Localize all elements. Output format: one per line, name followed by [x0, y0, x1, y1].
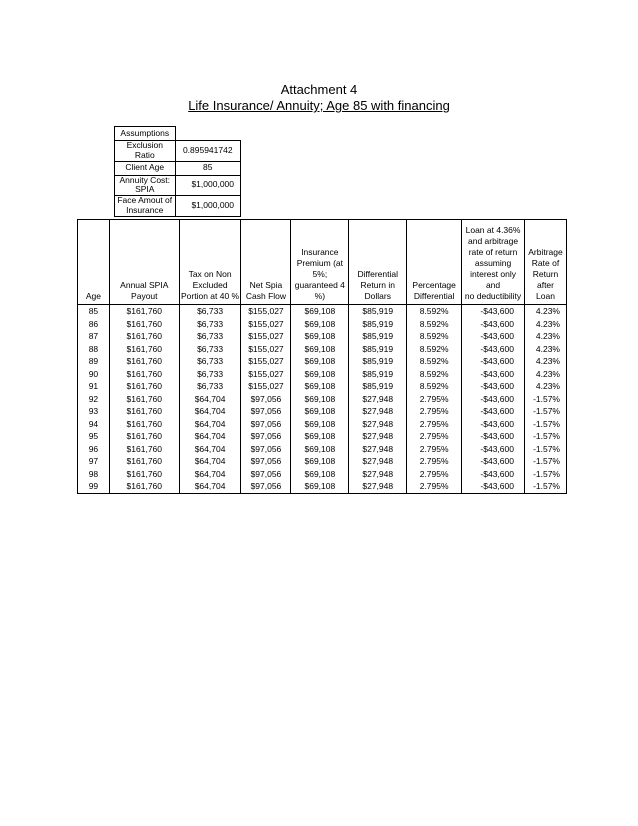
table-row	[78, 393, 567, 406]
table-cell: -$43,600	[462, 443, 525, 456]
table-cell: -$43,600	[462, 418, 525, 431]
table-cell: -1.57%	[524, 418, 566, 431]
table-cell: 88	[78, 343, 110, 356]
table-cell: $85,919	[349, 368, 407, 381]
table-cell: $161,760	[109, 305, 179, 318]
table-cell: 8.592%	[407, 380, 462, 393]
table-cell: $64,704	[179, 443, 241, 456]
table-cell: -$43,600	[462, 368, 525, 381]
table-cell: 8.592%	[407, 305, 462, 318]
table-row	[78, 368, 567, 381]
table-cell: $155,027	[241, 305, 291, 318]
table-cell: -1.57%	[524, 405, 566, 418]
table-cell: $6,733	[179, 305, 241, 318]
table-cell: $97,056	[241, 430, 291, 443]
table-cell: $69,108	[291, 330, 349, 343]
table-cell: $85,919	[349, 305, 407, 318]
column-header: Arbitrage Rate of Return after Loan	[524, 220, 566, 305]
table-cell: $27,948	[349, 455, 407, 468]
table-cell: $27,948	[349, 418, 407, 431]
assumption-row	[115, 161, 241, 175]
table-cell: $97,056	[241, 480, 291, 493]
table-cell: $161,760	[109, 393, 179, 406]
table-cell: $97,056	[241, 405, 291, 418]
column-header: Age	[78, 220, 110, 305]
table-cell: 97	[78, 455, 110, 468]
table-cell: 4.23%	[524, 318, 566, 331]
table-cell: $155,027	[241, 368, 291, 381]
table-cell: $161,760	[109, 368, 179, 381]
document-subtitle	[0, 98, 638, 113]
table-cell: $64,704	[179, 468, 241, 481]
table-cell: $161,760	[109, 355, 179, 368]
table-cell: $27,948	[349, 443, 407, 456]
assumptions-header-blank	[175, 127, 240, 141]
table-cell: $27,948	[349, 405, 407, 418]
table-cell: $64,704	[179, 480, 241, 493]
table-cell: 2.795%	[407, 443, 462, 456]
table-cell: $6,733	[179, 318, 241, 331]
table-cell: $6,733	[179, 330, 241, 343]
assumptions-table	[114, 126, 241, 217]
assumption-label: Client Age	[115, 161, 176, 175]
table-cell: $69,108	[291, 455, 349, 468]
table-cell: 2.795%	[407, 405, 462, 418]
table-cell: $97,056	[241, 443, 291, 456]
table-row	[78, 405, 567, 418]
column-header: Percentage Differential	[407, 220, 462, 305]
column-header: Differential Return in Dollars	[349, 220, 407, 305]
table-cell: 4.23%	[524, 343, 566, 356]
table-cell: $64,704	[179, 393, 241, 406]
assumptions-header-row	[115, 127, 241, 141]
table-cell: -$43,600	[462, 480, 525, 493]
table-cell: $69,108	[291, 430, 349, 443]
table-cell: 85	[78, 305, 110, 318]
table-cell: $161,760	[109, 418, 179, 431]
table-cell: $69,108	[291, 368, 349, 381]
table-cell: $85,919	[349, 380, 407, 393]
table-cell: 4.23%	[524, 380, 566, 393]
table-cell: $161,760	[109, 480, 179, 493]
table-row	[78, 480, 567, 493]
table-cell: 2.795%	[407, 480, 462, 493]
table-cell: $161,760	[109, 318, 179, 331]
column-header: Tax on Non Excluded Portion at 40 %	[179, 220, 241, 305]
table-cell: 8.592%	[407, 368, 462, 381]
table-cell: 8.592%	[407, 355, 462, 368]
table-cell: 87	[78, 330, 110, 343]
table-cell: 2.795%	[407, 468, 462, 481]
table-row	[78, 380, 567, 393]
table-cell: $85,919	[349, 330, 407, 343]
table-cell: 4.23%	[524, 330, 566, 343]
table-row	[78, 330, 567, 343]
table-cell: $69,108	[291, 305, 349, 318]
assumption-label: Exclusion Ratio	[115, 141, 176, 162]
table-cell: $27,948	[349, 393, 407, 406]
table-row	[78, 305, 567, 318]
table-cell: $6,733	[179, 343, 241, 356]
table-cell: $64,704	[179, 405, 241, 418]
subtitle-text: Life Insurance/ Annuity; Age 85 with financing	[188, 98, 450, 113]
table-cell: -$43,600	[462, 355, 525, 368]
table-cell: -$43,600	[462, 468, 525, 481]
table-cell: $69,108	[291, 355, 349, 368]
table-cell: 92	[78, 393, 110, 406]
column-header: Annual SPIA Payout	[109, 220, 179, 305]
table-cell: $27,948	[349, 480, 407, 493]
table-row	[78, 455, 567, 468]
table-cell: $69,108	[291, 418, 349, 431]
table-cell: $155,027	[241, 380, 291, 393]
table-cell: -1.57%	[524, 480, 566, 493]
table-cell: 99	[78, 480, 110, 493]
table-row	[78, 468, 567, 481]
table-cell: 4.23%	[524, 305, 566, 318]
table-cell: $6,733	[179, 368, 241, 381]
assumption-value: 0.895941742	[175, 141, 240, 162]
table-cell: $69,108	[291, 380, 349, 393]
column-header: Net Spia Cash Flow	[241, 220, 291, 305]
projection-table	[77, 219, 567, 494]
table-cell: 91	[78, 380, 110, 393]
assumption-row	[115, 175, 241, 196]
table-cell: $64,704	[179, 418, 241, 431]
table-cell: 95	[78, 430, 110, 443]
table-cell: $161,760	[109, 380, 179, 393]
table-cell: $69,108	[291, 443, 349, 456]
table-cell: $155,027	[241, 330, 291, 343]
table-cell: $161,760	[109, 430, 179, 443]
table-cell: -$43,600	[462, 393, 525, 406]
assumption-row	[115, 141, 241, 162]
table-cell: $27,948	[349, 430, 407, 443]
table-cell: $85,919	[349, 343, 407, 356]
table-row	[78, 430, 567, 443]
table-cell: 89	[78, 355, 110, 368]
table-cell: $161,760	[109, 443, 179, 456]
table-cell: $155,027	[241, 355, 291, 368]
table-cell: 8.592%	[407, 330, 462, 343]
table-row	[78, 418, 567, 431]
table-cell: 2.795%	[407, 430, 462, 443]
assumptions-header: Assumptions	[115, 127, 176, 141]
table-cell: 94	[78, 418, 110, 431]
table-header-row	[78, 220, 567, 305]
table-cell: 8.592%	[407, 318, 462, 331]
assumption-label: Annuity Cost: SPIA	[115, 175, 176, 196]
table-cell: -$43,600	[462, 405, 525, 418]
table-cell: $155,027	[241, 343, 291, 356]
table-row	[78, 443, 567, 456]
table-cell: 2.795%	[407, 418, 462, 431]
table-cell: $161,760	[109, 330, 179, 343]
table-cell: -1.57%	[524, 443, 566, 456]
table-cell: -1.57%	[524, 430, 566, 443]
table-cell: $97,056	[241, 468, 291, 481]
table-cell: $69,108	[291, 468, 349, 481]
table-cell: 96	[78, 443, 110, 456]
assumption-value: 85	[175, 161, 240, 175]
table-cell: $6,733	[179, 380, 241, 393]
table-row	[78, 343, 567, 356]
table-cell: $161,760	[109, 405, 179, 418]
assumption-row	[115, 196, 241, 217]
document-title: Attachment 4	[280, 82, 358, 97]
table-cell: 4.23%	[524, 368, 566, 381]
table-cell: $85,919	[349, 355, 407, 368]
table-cell: -1.57%	[524, 455, 566, 468]
table-cell: $69,108	[291, 393, 349, 406]
table-cell: $69,108	[291, 318, 349, 331]
table-cell: 86	[78, 318, 110, 331]
table-cell: 2.795%	[407, 393, 462, 406]
table-cell: $97,056	[241, 455, 291, 468]
assumption-value: $1,000,000	[175, 196, 240, 217]
table-cell: -$43,600	[462, 343, 525, 356]
table-cell: $27,948	[349, 468, 407, 481]
table-cell: -1.57%	[524, 468, 566, 481]
table-cell: $69,108	[291, 480, 349, 493]
table-cell: -1.57%	[524, 393, 566, 406]
column-header: Insurance Premium (at 5%; guaranteed 4 %)	[291, 220, 349, 305]
table-cell: $155,027	[241, 318, 291, 331]
table-cell: $6,733	[179, 355, 241, 368]
table-row	[78, 318, 567, 331]
assumption-label: Face Amout of Insurance	[115, 196, 176, 217]
table-body	[78, 305, 567, 494]
table-cell: 90	[78, 368, 110, 381]
table-cell: $64,704	[179, 430, 241, 443]
table-cell: $64,704	[179, 455, 241, 468]
table-cell: -$43,600	[462, 430, 525, 443]
table-cell: -$43,600	[462, 455, 525, 468]
table-cell: $161,760	[109, 343, 179, 356]
table-cell: $85,919	[349, 318, 407, 331]
assumption-value: $1,000,000	[175, 175, 240, 196]
table-cell: -$43,600	[462, 330, 525, 343]
table-cell: $97,056	[241, 393, 291, 406]
column-header: Loan at 4.36% and arbitrage rate of return assuming interest only and no deductibility	[462, 220, 525, 305]
table-row	[78, 355, 567, 368]
table-cell: -$43,600	[462, 305, 525, 318]
table-cell: 8.592%	[407, 343, 462, 356]
table-cell: 2.795%	[407, 455, 462, 468]
table-cell: $97,056	[241, 418, 291, 431]
table-cell: 98	[78, 468, 110, 481]
table-cell: 93	[78, 405, 110, 418]
table-cell: $161,760	[109, 468, 179, 481]
table-cell: $161,760	[109, 455, 179, 468]
table-cell: 4.23%	[524, 355, 566, 368]
table-cell: $69,108	[291, 343, 349, 356]
table-cell: -$43,600	[462, 318, 525, 331]
table-cell: -$43,600	[462, 380, 525, 393]
table-cell: $69,108	[291, 405, 349, 418]
